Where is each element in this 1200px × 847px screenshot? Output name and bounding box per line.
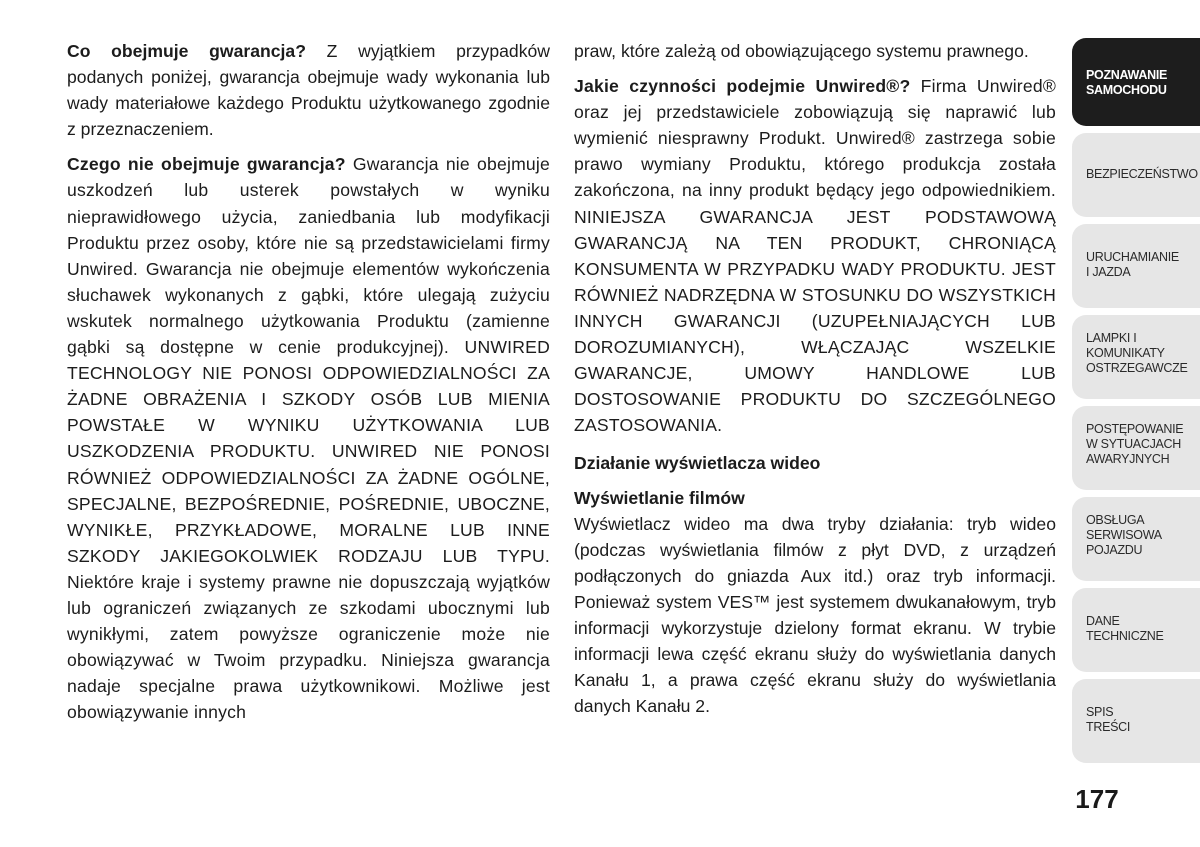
tab-label-line: OBSŁUGA [1086,513,1145,527]
tab-label-line: SERWISOWA [1086,528,1162,542]
paragraph-legal-continuation: praw, które zależą od obowiązującego systemu prawnego. [574,41,1029,61]
tab-label-line: SPIS [1086,705,1114,719]
unwired-actions-text: Firma Unwired® oraz jej przedstawiciele zobowiązują się naprawić lub wymienić niesprawny Produkt. Unwired® zastrzega sobie prawo wymiany Produktu, którego produkcja została zakończona, na inny produkt będący jego odpowiednikiem. NINIEJSZA GWARANCJA JEST PODSTAWOWĄ GWARANCJĄ NA TEN PRODUKT, CHRONIĄCĄ KONSUMENTA W PRZYPADKU WADY PRODUKTU. JEST RÓWNIEŻ NADRZĘDNA W STOSUNKU DO WSZYSTKICH INNYCH GWARANCJI (UZUPEŁNIAJĄCYCH LUB DOROZUMIANYCH), WŁĄCZAJĄC WSZELKIE GWARANCJE, UMOWY HANDLOWE LUB DOSTOSOWANIE PRODUKTU DO SZCZEGÓLNEGO ZASTOSOWANIA. [574,76,1056,436]
section-heading-video-display: Działanie wyświetlacza wideo [574,453,821,474]
tab-label-line: POJAZDU [1086,543,1143,557]
tab-label-line: LAMPKI I [1086,331,1137,345]
tab-poznawanie-samochodu[interactable] [1072,38,1200,126]
page-number: 177 [1075,784,1119,814]
paragraph-exclusions [67,151,550,725]
paragraph-coverage [67,38,550,142]
coverage-heading: Co obejmuje gwarancja? [67,41,306,61]
tab-label-line: TREŚCI [1086,720,1131,734]
left-column [67,38,550,734]
tab-label-line: KOMUNIKATY [1086,346,1165,360]
paragraph-video-modes: Wyświetlacz wideo ma dwa tryby działania: tryb wideo (podczas wyświetlania filmów z płyt DVD, z urządzeń podłączonych do gniazda Aux itd.) oraz tryb informacji. Ponieważ system VES™ jest systemem dwukanałowym, tryb informacji wykorzystuje dzielony format ekranu. W trybie informacji lewa część ekranu służy do wyświetlania danych Kanału 1, a prawa część ekranu służy do wyświetlania danych Kanału 2. [574,513,1056,717]
tab-label-line: W SYTUACJACH [1086,437,1182,451]
tab-label-line: POZNAWANIE [1086,68,1168,82]
right-column [574,38,1056,728]
tab-label-line: POSTĘPOWANIE [1086,422,1184,436]
unwired-actions-heading: Jakie czynności podejmie Unwired®? [574,76,911,97]
paragraph-unwired-actions [574,73,1056,438]
section-heading-movies: Wyświetlanie filmów [574,487,745,508]
tab-obsluga-serwisowa[interactable] [1072,497,1200,581]
tab-spis-tresci[interactable] [1072,679,1200,763]
tab-label-line: SAMOCHODU [1086,83,1167,97]
exclusions-text: Gwarancja nie obejmuje uszkodzeń lub usterek powstałych w wyniku nieprawidłowego użycia, zaniedbania lub modyfikacji Produktu przez osoby, które nie są przedstawicielami firmy Unwired. Gwarancja nie obejmuje elementów wykończenia słuchawek wykonanych z gąbki, które ulegają zużyciu wskutek normalnego użytkowania Produktu (zamienne gąbki są dostępne w cenie produkcyjnej). UNWIRED TECHNOLOGY NIE PONOSI ODPOWIEDZIALNOŚCI ZA ŻADNE OBRAŻENIA I SZKODY OSÓB LUB MIENIA POWSTAŁE W WYNIKU UŻYTKOWANIA LUB USZKODZENIA PRODUKTU. UNWIRED NIE PONOSI RÓWNIEŻ ODPOWIEDZIALNOŚCI ZA ŻADNE OGÓLNE, SPECJALNE, BEZPOŚREDNIE, POŚREDNIE, UBOCZNE, WYNIKŁE, PRZYKŁADOWE, MORALNE LUB INNE SZKODY JAKIEGOKOLWIEK RODZAJU LUB TYPU. Niektóre kraje i systemy prawne nie dopuszczają wyjątków lub ograniczeń związanych ze szkodami ubocznymi lub wynikłymi, zatem powyższe ograniczenie może nie obowiązywać w Twoim przypadku. Niniejsza gwarancja nadaje specjalne prawa użytkownikowi. Możliwe jest obowiązywanie innych [67,154,550,723]
tab-bezpieczenstwo[interactable] [1072,133,1200,217]
chapter-tabs [1072,38,1200,770]
exclusions-heading: Czego nie obejmuje gwarancja? [67,154,346,175]
tab-label-line: OSTRZEGAWCZE [1086,361,1188,375]
tab-label-line: BEZPIECZEŃSTWO [1086,167,1198,181]
tab-label-line: I JAZDA [1086,265,1131,279]
tab-uruchamianie-i-jazda[interactable] [1072,224,1200,308]
coverage-text: Z wyjątkiem przypadków podanych poniżej, gwarancja obejmuje wady wykonania lub wady materiałowe każdego Produktu użytkowanego zgodnie z przeznaczeniem. [67,41,550,140]
tab-label-line: DANE [1086,614,1120,628]
tab-postepowanie-awaryjne[interactable] [1072,406,1200,490]
tab-label-line: TECHNICZNE [1086,629,1164,643]
tab-label-line: AWARYJNYCH [1086,452,1170,466]
tab-dane-techniczne[interactable] [1072,588,1200,672]
tab-lampki-i-komunikaty[interactable] [1072,315,1200,399]
tab-label-line: URUCHAMIANIE [1086,250,1179,264]
